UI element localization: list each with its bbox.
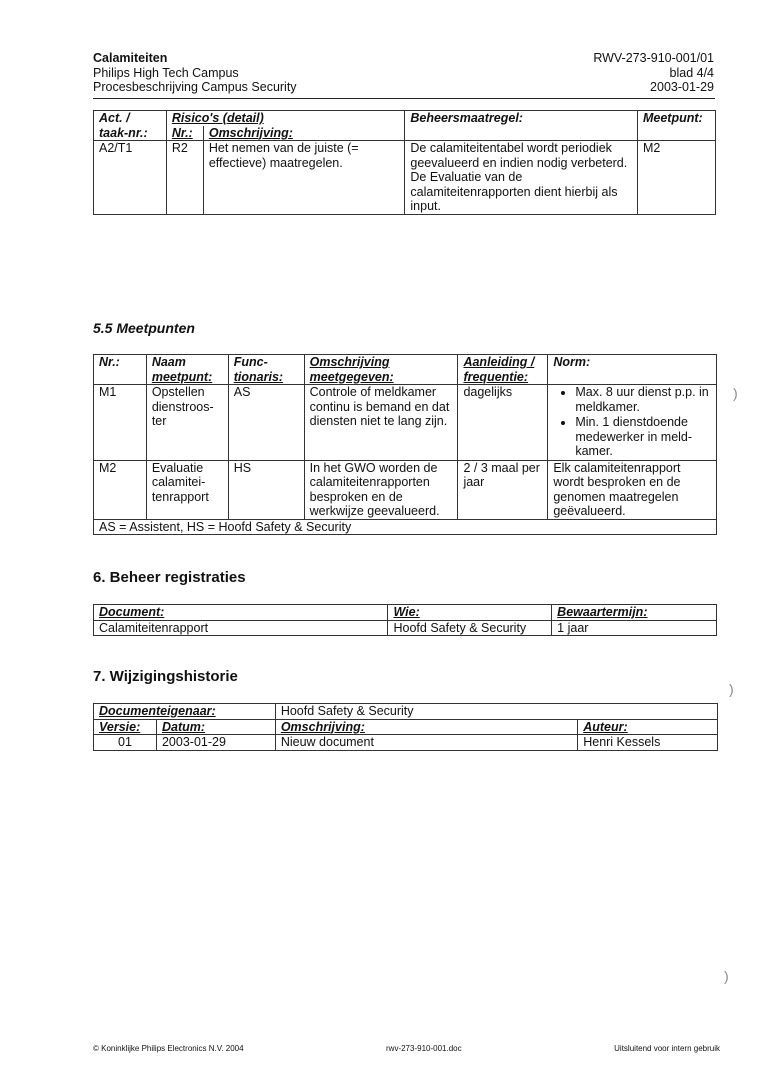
risk-header-risico: Risico's (detail) (166, 111, 405, 126)
mp-nr: M2 (94, 460, 147, 519)
risk-header-act: Act. / (94, 111, 167, 126)
table-row (94, 735, 718, 751)
mp-aanleiding: dagelijks (458, 385, 548, 461)
header-page: blad 4/4 (669, 65, 714, 80)
mp-norm: Elk calamiteitenrapport wordt besproken en de genomen maatregelen geëvalueerd. (548, 460, 717, 519)
section-6-title: 6. Beheer registraties (93, 569, 246, 586)
section-5-5-title: 5.5 Meetpunten (93, 320, 195, 336)
risk-header-meetpunt: Meetpunt: (637, 111, 715, 141)
registraties-table (93, 604, 717, 636)
hist-datum: 2003-01-29 (156, 735, 275, 751)
header-date: 2003-01-29 (650, 80, 714, 94)
mp-header-aanl-1: Aanleiding / (463, 355, 535, 369)
mp-naam: Opstellen dienstroos-ter (146, 385, 228, 461)
mp-aanleiding: 2 / 3 maal per jaar (458, 460, 548, 519)
risk-act: A2/T1 (94, 141, 167, 215)
mp-header-norm: Norm: (548, 355, 717, 385)
mp-func: AS (228, 385, 304, 461)
mp-omschr: In het GWO worden de calamiteitenrapporten besproken en de werkwijze geevalueerd. (304, 460, 458, 519)
hist-header-versie: Versie: (94, 719, 157, 735)
mp-header-func-1: Func- (233, 355, 268, 369)
risk-header-omschrijving: Omschrijving: (203, 126, 405, 141)
reg-header-bewaartermijn: Bewaartermijn: (552, 605, 717, 621)
risk-maatregel (405, 141, 638, 215)
header-rule (93, 98, 715, 99)
risk-header-maatregel: Beheersmaatregel: (405, 111, 638, 141)
document-header-right (593, 51, 714, 95)
header-doc-id: RWV-273-910-001/01 (593, 51, 714, 65)
mp-norm (548, 385, 717, 461)
table-row (94, 620, 717, 636)
reg-document: Calamiteitenrapport (94, 620, 388, 636)
mp-header-naam (146, 355, 228, 385)
mp-header-naam-2: meetpunt: (151, 369, 213, 384)
mp-omschr: Controle of meldkamer continu is bemand en dat diensten niet te lang zijn. (304, 385, 458, 461)
risk-omschrijving: Het nemen van de juiste (= effectieve) maatregelen. (203, 141, 405, 215)
document-header-left (93, 51, 297, 95)
risk-nr: R2 (166, 141, 203, 215)
mp-header-aanleiding (458, 355, 548, 385)
list-item: • Max. 8 uur dienst p.p. in meldkamer. (575, 385, 711, 414)
section-7-title: 7. Wijzigingshistorie (93, 668, 238, 685)
risk-header-nr: Nr.: (166, 126, 203, 141)
scan-mark: ) (733, 385, 738, 401)
hist-header-omschrijving: Omschrijving: (275, 719, 577, 735)
risk-maatregel-1: De calamiteitentabel wordt periodiek geevalueerd en indien nodig verbeterd. (410, 141, 628, 170)
mp-header-func (228, 355, 304, 385)
scan-mark: ) (729, 681, 734, 697)
mp-header-naam-1: Naam (151, 355, 186, 369)
mp-header-aanl-2: frequentie: (463, 369, 529, 384)
hist-auteur: Henri Kessels (578, 735, 718, 751)
header-organization: Philips High Tech Campus (93, 65, 239, 80)
mp-naam: Evaluatie calamitei-tenrapport (146, 460, 228, 519)
risk-header-taaknr: taak-nr.: (94, 126, 167, 141)
hist-header-eigenaar: Documenteigenaar: (94, 704, 276, 720)
table-row (94, 385, 717, 461)
footer-copyright: © Koninklijke Philips Electronics N.V. 2004 (93, 1044, 244, 1053)
mp-header-nr: Nr.: (94, 355, 147, 385)
mp-header-omschr-1: Omschrijving (309, 355, 390, 369)
wijzigingshistorie-table (93, 703, 718, 751)
hist-header-auteur: Auteur: (578, 719, 718, 735)
mp-nr: M1 (94, 385, 147, 461)
mp-func: HS (228, 460, 304, 519)
mp-legend: AS = Assistent, HS = Hoofd Safety & Security (94, 519, 717, 535)
reg-bewaartermijn: 1 jaar (552, 620, 717, 636)
header-title: Calamiteiten (93, 51, 168, 65)
reg-header-document: Document: (94, 605, 388, 621)
meetpunten-table (93, 354, 717, 535)
footer-filename: rwv-273-910-001.doc (386, 1044, 462, 1053)
mp-header-omschr (304, 355, 458, 385)
list-item: • Min. 1 dienstdoende medewerker in meld-kamer. (575, 415, 711, 459)
reg-wie: Hoofd Safety & Security (388, 620, 552, 636)
table-row (94, 460, 717, 519)
risk-maatregel-2: De Evaluatie van de calamiteitenrapporten dient hierbij als input. (410, 170, 618, 213)
risk-table (93, 110, 716, 215)
scan-mark: ) (724, 968, 729, 984)
norm-list (553, 385, 711, 459)
hist-omschrijving: Nieuw document (275, 735, 577, 751)
hist-eigenaar: Hoofd Safety & Security (275, 704, 717, 720)
hist-versie: 01 (94, 735, 157, 751)
mp-header-func-2: tionaris: (233, 369, 284, 384)
footer-confidentiality: Uitsluitend voor intern gebruik (614, 1044, 720, 1053)
header-process: Procesbeschrijving Campus Security (93, 80, 297, 94)
risk-row (94, 141, 716, 215)
hist-header-datum: Datum: (156, 719, 275, 735)
mp-header-omschr-2: meetgegeven: (309, 369, 394, 384)
risk-meetpunt: M2 (637, 141, 715, 215)
reg-header-wie: Wie: (388, 605, 552, 621)
